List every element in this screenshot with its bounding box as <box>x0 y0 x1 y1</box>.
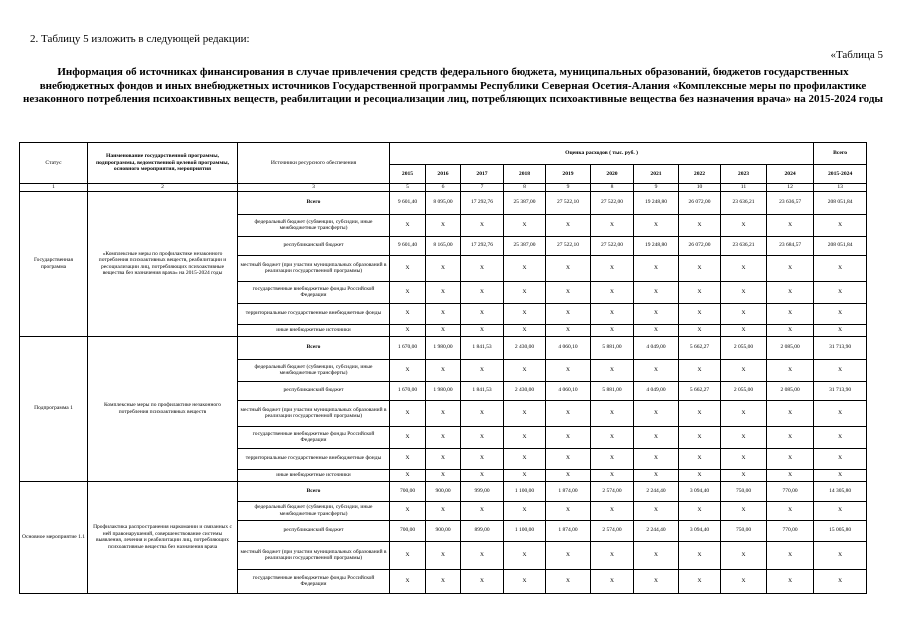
row-status: Основное мероприятие 1.1 <box>20 481 88 593</box>
value-cell: Х <box>634 448 679 469</box>
header-year: 2016 <box>426 165 461 184</box>
value-cell: Х <box>767 255 814 281</box>
value-cell: Х <box>721 214 767 236</box>
column-number: 6 <box>426 184 461 192</box>
value-cell: 5 881,00 <box>591 381 634 400</box>
value-cell: 4 060,10 <box>546 336 591 359</box>
value-cell: Х <box>814 255 867 281</box>
value-cell: 27 522,00 <box>591 236 634 255</box>
value-cell: Х <box>546 303 591 324</box>
value-cell: Х <box>767 501 814 520</box>
value-cell: Х <box>767 541 814 569</box>
value-cell: Х <box>634 255 679 281</box>
value-cell: Х <box>591 255 634 281</box>
value-cell: 4 049,00 <box>634 381 679 400</box>
source-label: федеральный бюджет (субвенции, субсидии, иные межбюджетные трансферты) <box>238 359 390 381</box>
value-cell: 2 085,00 <box>767 381 814 400</box>
value-cell: 27 522,10 <box>546 236 591 255</box>
value-cell: Х <box>390 426 426 448</box>
column-number: 8 <box>504 184 546 192</box>
row-status: Государственная программа <box>20 191 88 336</box>
header-total: Всего <box>814 143 867 165</box>
value-cell: 15 005,80 <box>814 520 867 541</box>
source-label: республиканский бюджет <box>238 520 390 541</box>
value-cell: Х <box>390 501 426 520</box>
value-cell: Х <box>767 359 814 381</box>
source-label: республиканский бюджет <box>238 381 390 400</box>
value-cell: Х <box>426 469 461 481</box>
value-cell: 1 980,00 <box>426 381 461 400</box>
value-cell: Х <box>679 569 721 593</box>
value-cell: Х <box>546 426 591 448</box>
column-number: 2 <box>88 184 238 192</box>
value-cell: Х <box>461 426 504 448</box>
header-year: 2018 <box>504 165 546 184</box>
value-cell: Х <box>461 303 504 324</box>
table-number-note: «Таблица 5 <box>830 49 883 61</box>
value-cell: 1 670,00 <box>390 336 426 359</box>
value-cell: Х <box>461 214 504 236</box>
value-cell: 3 094,40 <box>679 481 721 501</box>
value-cell: Х <box>634 569 679 593</box>
value-cell: Х <box>634 324 679 336</box>
value-cell: Х <box>721 281 767 303</box>
value-cell: Х <box>504 569 546 593</box>
value-cell: 3 094,40 <box>679 520 721 541</box>
value-cell: Х <box>814 400 867 426</box>
value-cell: 25 387,00 <box>504 191 546 214</box>
source-label: государственные внебюджетные фонды Российской Федерации <box>238 569 390 593</box>
value-cell: Х <box>721 400 767 426</box>
source-label: республиканский бюджет <box>238 236 390 255</box>
value-cell: Х <box>504 303 546 324</box>
value-cell: 4 060,10 <box>546 381 591 400</box>
value-cell: Х <box>591 324 634 336</box>
value-cell: 1 100,00 <box>504 520 546 541</box>
value-cell: 2 055,00 <box>721 336 767 359</box>
value-cell: Х <box>504 324 546 336</box>
value-cell: 770,00 <box>767 520 814 541</box>
value-cell: Х <box>504 214 546 236</box>
source-label: государственные внебюджетные фонды Российской Федерации <box>238 281 390 303</box>
value-cell: 208 051,84 <box>814 191 867 214</box>
value-cell: Х <box>814 324 867 336</box>
value-cell: Х <box>390 448 426 469</box>
header-year: 2023 <box>721 165 767 184</box>
value-cell: Х <box>721 569 767 593</box>
header-year: 2020 <box>591 165 634 184</box>
value-cell: Х <box>634 501 679 520</box>
value-cell: Х <box>426 448 461 469</box>
source-label: иные внебюджетные источники <box>238 469 390 481</box>
value-cell: Х <box>591 469 634 481</box>
value-cell: Х <box>426 255 461 281</box>
value-cell: Х <box>390 281 426 303</box>
value-cell: 26 072,00 <box>679 236 721 255</box>
value-cell: Х <box>546 255 591 281</box>
source-label: Всего <box>238 336 390 359</box>
value-cell: Х <box>461 541 504 569</box>
value-cell: Х <box>390 469 426 481</box>
value-cell: Х <box>814 281 867 303</box>
value-cell: Х <box>814 541 867 569</box>
value-cell: 2 430,00 <box>504 381 546 400</box>
value-cell: Х <box>461 324 504 336</box>
value-cell: 27 522,10 <box>546 191 591 214</box>
header-status: Статус <box>20 143 88 184</box>
column-number: 1 <box>20 184 88 192</box>
value-cell: Х <box>679 469 721 481</box>
value-cell: Х <box>721 469 767 481</box>
intro-text: 2. Таблицу 5 изложить в следующей редакции: <box>30 33 250 45</box>
value-cell: Х <box>390 214 426 236</box>
source-label: иные внебюджетные источники <box>238 324 390 336</box>
value-cell: Х <box>721 255 767 281</box>
value-cell: Х <box>461 400 504 426</box>
header-year: 2021 <box>634 165 679 184</box>
value-cell: Х <box>546 359 591 381</box>
value-cell: 9 601,40 <box>390 236 426 255</box>
value-cell: Х <box>591 214 634 236</box>
value-cell: Х <box>591 359 634 381</box>
value-cell: 2 055,00 <box>721 381 767 400</box>
value-cell: Х <box>721 426 767 448</box>
value-cell: Х <box>679 541 721 569</box>
source-label: местный бюджет (при участии муниципальных образований в реализации государственной программы) <box>238 541 390 569</box>
value-cell: 770,00 <box>767 481 814 501</box>
value-cell: 1 670,00 <box>390 381 426 400</box>
value-cell: Х <box>390 255 426 281</box>
value-cell: 750,00 <box>721 520 767 541</box>
value-cell: Х <box>634 469 679 481</box>
financing-table <box>19 142 867 594</box>
value-cell: Х <box>814 214 867 236</box>
value-cell: Х <box>814 359 867 381</box>
value-cell: Х <box>546 501 591 520</box>
value-cell: Х <box>679 400 721 426</box>
value-cell: Х <box>591 281 634 303</box>
value-cell: Х <box>426 501 461 520</box>
value-cell: Х <box>634 400 679 426</box>
value-cell: Х <box>426 569 461 593</box>
value-cell: Х <box>679 255 721 281</box>
header-estimate: Оценка расходов ( тыс. руб. ) <box>390 143 814 165</box>
value-cell: 899,00 <box>461 520 504 541</box>
value-cell: Х <box>721 448 767 469</box>
value-cell: Х <box>546 541 591 569</box>
value-cell: Х <box>721 359 767 381</box>
value-cell: Х <box>461 359 504 381</box>
value-cell: Х <box>504 541 546 569</box>
value-cell: Х <box>546 469 591 481</box>
value-cell: Х <box>426 541 461 569</box>
source-label: территориальные государственные внебюджетные фонды <box>238 448 390 469</box>
value-cell: 2 244,40 <box>634 520 679 541</box>
value-cell: Х <box>546 324 591 336</box>
value-cell: Х <box>461 281 504 303</box>
header-sources: Источники ресурсного обеспечения <box>238 143 390 184</box>
value-cell: Х <box>426 359 461 381</box>
value-cell: 2 244,40 <box>634 481 679 501</box>
value-cell: Х <box>461 469 504 481</box>
column-number: 9 <box>546 184 591 192</box>
value-cell: Х <box>767 214 814 236</box>
source-label: федеральный бюджет (субвенции, субсидии, иные межбюджетные трансферты) <box>238 214 390 236</box>
value-cell: Х <box>679 281 721 303</box>
value-cell: 5 881,00 <box>591 336 634 359</box>
value-cell: Х <box>767 324 814 336</box>
value-cell: 1 841,53 <box>461 336 504 359</box>
column-number: 7 <box>461 184 504 192</box>
value-cell: Х <box>504 469 546 481</box>
column-number: 5 <box>390 184 426 192</box>
value-cell: 14 305,80 <box>814 481 867 501</box>
value-cell: 4 049,00 <box>634 336 679 359</box>
value-cell: Х <box>767 448 814 469</box>
row-program-name: «Комплексные меры по профилактике незаконного потребления психоактивных веществ, реабилитации и ресоциализации лиц, потребляющих психоактивные вещества без назначения врача» на 2015-2024 годы <box>88 191 238 336</box>
value-cell: Х <box>679 324 721 336</box>
value-cell: 900,00 <box>426 520 461 541</box>
source-label: Всего <box>238 481 390 501</box>
header-year: 2022 <box>679 165 721 184</box>
value-cell: Х <box>634 426 679 448</box>
column-number: 8 <box>591 184 634 192</box>
column-number: 13 <box>814 184 867 192</box>
value-cell: Х <box>814 303 867 324</box>
value-cell: Х <box>591 400 634 426</box>
value-cell: Х <box>504 448 546 469</box>
value-cell: Х <box>390 400 426 426</box>
header-name: Наименование государственной программы, подпрограммы, ведомственной целевой программы, основного мероприятия, мероприятия <box>88 143 238 184</box>
value-cell: 9 601,40 <box>390 191 426 214</box>
value-cell: 2 085,00 <box>767 336 814 359</box>
value-cell: 1 841,53 <box>461 381 504 400</box>
value-cell: Х <box>679 359 721 381</box>
value-cell: Х <box>426 281 461 303</box>
value-cell: 27 522,00 <box>591 191 634 214</box>
column-number: 11 <box>721 184 767 192</box>
table-row <box>20 481 867 501</box>
value-cell: Х <box>461 501 504 520</box>
value-cell: Х <box>504 426 546 448</box>
column-number: 10 <box>679 184 721 192</box>
value-cell: Х <box>546 281 591 303</box>
value-cell: Х <box>679 448 721 469</box>
value-cell: Х <box>546 214 591 236</box>
value-cell: Х <box>504 281 546 303</box>
row-status: Подпрограмма 1 <box>20 336 88 481</box>
row-program-name: Комплексные меры по профилактике незаконного потребления психоактивных веществ <box>88 336 238 481</box>
source-label: территориальные государственные внебюджетные фонды <box>238 303 390 324</box>
value-cell: 23 636,21 <box>721 191 767 214</box>
value-cell: Х <box>814 501 867 520</box>
value-cell: 1 980,00 <box>426 336 461 359</box>
value-cell: 208 051,84 <box>814 236 867 255</box>
value-cell: 17 292,76 <box>461 191 504 214</box>
value-cell: Х <box>390 359 426 381</box>
table-row <box>20 336 867 359</box>
value-cell: Х <box>426 303 461 324</box>
value-cell: 31 713,90 <box>814 381 867 400</box>
value-cell: 999,00 <box>461 481 504 501</box>
value-cell: 750,00 <box>721 481 767 501</box>
value-cell: Х <box>634 359 679 381</box>
header-year: 2024 <box>767 165 814 184</box>
value-cell: 700,00 <box>390 481 426 501</box>
value-cell: 5 662,27 <box>679 336 721 359</box>
value-cell: Х <box>390 541 426 569</box>
header-year: 2015 <box>390 165 426 184</box>
source-label: государственные внебюджетные фонды Российской Федерации <box>238 426 390 448</box>
value-cell: Х <box>390 324 426 336</box>
value-cell: Х <box>814 426 867 448</box>
value-cell: Х <box>814 448 867 469</box>
value-cell: Х <box>426 426 461 448</box>
value-cell: 23 636,21 <box>721 236 767 255</box>
value-cell: 8 165,00 <box>426 236 461 255</box>
value-cell: Х <box>426 400 461 426</box>
value-cell: Х <box>504 255 546 281</box>
value-cell: Х <box>591 303 634 324</box>
value-cell: Х <box>591 569 634 593</box>
header-year: 2017 <box>461 165 504 184</box>
value-cell: 1 874,00 <box>546 520 591 541</box>
header-year: 2019 <box>546 165 591 184</box>
value-cell: Х <box>767 303 814 324</box>
value-cell: Х <box>461 448 504 469</box>
value-cell: Х <box>546 400 591 426</box>
source-label: местный бюджет (при участии муниципальных образований в реализации государственной программы) <box>238 400 390 426</box>
value-cell: Х <box>814 569 867 593</box>
value-cell: Х <box>721 324 767 336</box>
value-cell: Х <box>504 400 546 426</box>
value-cell: 700,00 <box>390 520 426 541</box>
value-cell: 2 574,00 <box>591 520 634 541</box>
value-cell: Х <box>504 501 546 520</box>
value-cell: 2 574,00 <box>591 481 634 501</box>
value-cell: 1 100,00 <box>504 481 546 501</box>
value-cell: Х <box>591 448 634 469</box>
value-cell: Х <box>767 469 814 481</box>
value-cell: Х <box>634 541 679 569</box>
value-cell: 17 292,76 <box>461 236 504 255</box>
value-cell: Х <box>721 303 767 324</box>
value-cell: Х <box>591 501 634 520</box>
row-program-name: Профилактика распространения наркомании и связанных с ней правонарушений, совершенствование системы выявления, лечения и реабилитации лиц, потребляющих психоактивные вещества без назначения врача <box>88 481 238 593</box>
source-label: Всего <box>238 191 390 214</box>
value-cell: 1 874,00 <box>546 481 591 501</box>
value-cell: 23 636,57 <box>767 191 814 214</box>
source-label: федеральный бюджет (субвенции, субсидии, иные межбюджетные трансферты) <box>238 501 390 520</box>
value-cell: Х <box>390 569 426 593</box>
value-cell: Х <box>426 324 461 336</box>
value-cell: 31 713,90 <box>814 336 867 359</box>
value-cell: Х <box>591 426 634 448</box>
value-cell: Х <box>679 214 721 236</box>
value-cell: Х <box>546 448 591 469</box>
value-cell: 25 387,00 <box>504 236 546 255</box>
value-cell: Х <box>767 426 814 448</box>
value-cell: Х <box>679 303 721 324</box>
value-cell: 8 095,00 <box>426 191 461 214</box>
value-cell: Х <box>634 214 679 236</box>
value-cell: Х <box>634 281 679 303</box>
value-cell: Х <box>767 569 814 593</box>
value-cell: Х <box>591 541 634 569</box>
value-cell: Х <box>679 501 721 520</box>
value-cell: 900,00 <box>426 481 461 501</box>
column-number: 3 <box>238 184 390 192</box>
value-cell: Х <box>767 281 814 303</box>
value-cell: Х <box>721 541 767 569</box>
table-row <box>20 191 867 214</box>
value-cell: 26 072,00 <box>679 191 721 214</box>
value-cell: Х <box>461 255 504 281</box>
document-title: Информация об источниках финансирования в случае привлечения средств федерального бюджета, муниципальных образований, бюджетов государственных внебюджетных фондов и иных внебюджетных источников Государственной программы Республики Северная Осетия-Алания «Комплексные меры по профилактике незаконного потребления психоактивных веществ, реабилитации и ресоциализации лиц, потребляющих психоактивные вещества без назначения врача» на 2015-2024 годы <box>23 66 883 105</box>
value-cell: Х <box>634 303 679 324</box>
value-cell: Х <box>504 359 546 381</box>
value-cell: Х <box>461 569 504 593</box>
value-cell: Х <box>546 569 591 593</box>
value-cell: 5 662,27 <box>679 381 721 400</box>
value-cell: 23 684,57 <box>767 236 814 255</box>
column-number: 9 <box>634 184 679 192</box>
value-cell: Х <box>721 501 767 520</box>
value-cell: 2 430,00 <box>504 336 546 359</box>
value-cell: Х <box>390 303 426 324</box>
value-cell: 19 248,80 <box>634 236 679 255</box>
value-cell: 19 248,80 <box>634 191 679 214</box>
value-cell: Х <box>767 400 814 426</box>
value-cell: Х <box>426 214 461 236</box>
value-cell: Х <box>814 469 867 481</box>
column-number: 12 <box>767 184 814 192</box>
source-label: местный бюджет (при участии муниципальных образований в реализации государственной программы) <box>238 255 390 281</box>
value-cell: Х <box>679 426 721 448</box>
header-total-years: 2015-2024 <box>814 165 867 184</box>
